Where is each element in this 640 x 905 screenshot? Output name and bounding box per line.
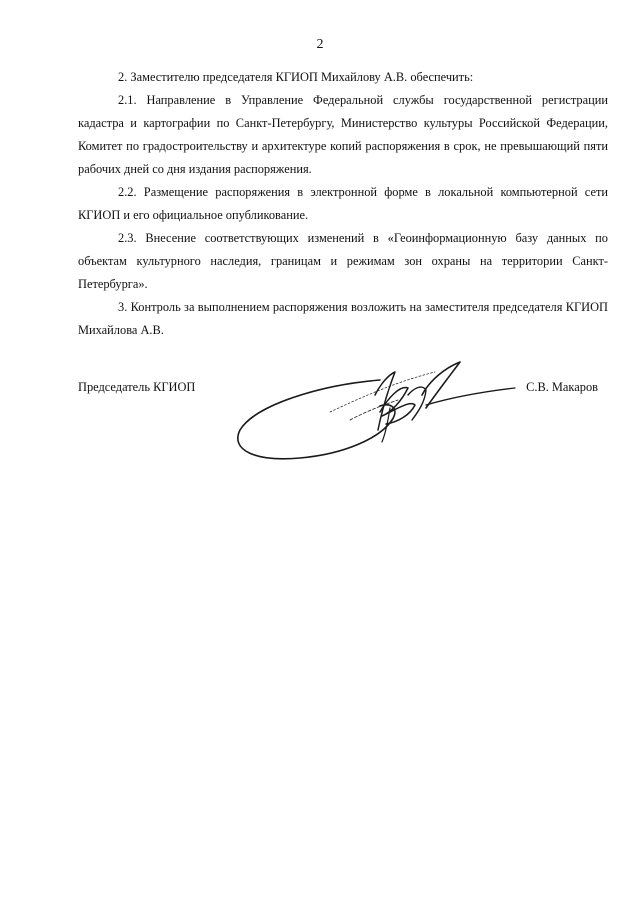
signatory-position: Председатель КГИОП <box>78 380 196 394</box>
paragraph-2-1: 2.1. Направление в Управление Федеральной службы государственной регистрации кадастра и картографии по Санкт-Петербургу, Министерство культуры Российской Федерации, Комитет по градостроительству и архитектуре копий распоряжения в срок, не превышающий пяти рабочих дней со дня издания распоряжения. <box>78 93 608 176</box>
paragraph-2-2: 2.2. Размещение распоряжения в электронной форме в локальной компьютерной сети КГИОП и его официальное опубликование. <box>78 185 608 222</box>
signatory-name: С.В. Макаров <box>526 380 598 394</box>
paragraph-2-3: 2.3. Внесение соответствующих изменений в «Геоинформационную базу данных по объектам культурного наследия, границам и режимам зон охраны на территории Санкт-Петербурга». <box>78 231 608 291</box>
paragraph-3: 3. Контроль за выполнением распоряжения возложить на заместителя председателя КГИОП Михайлова А.В. <box>78 300 608 337</box>
handwritten-signature <box>230 350 520 470</box>
paragraph-2: 2. Заместителю председателя КГИОП Михайлову А.В. обеспечить: <box>118 70 474 84</box>
page-number: 2 <box>316 37 324 52</box>
document-body <box>78 66 608 342</box>
